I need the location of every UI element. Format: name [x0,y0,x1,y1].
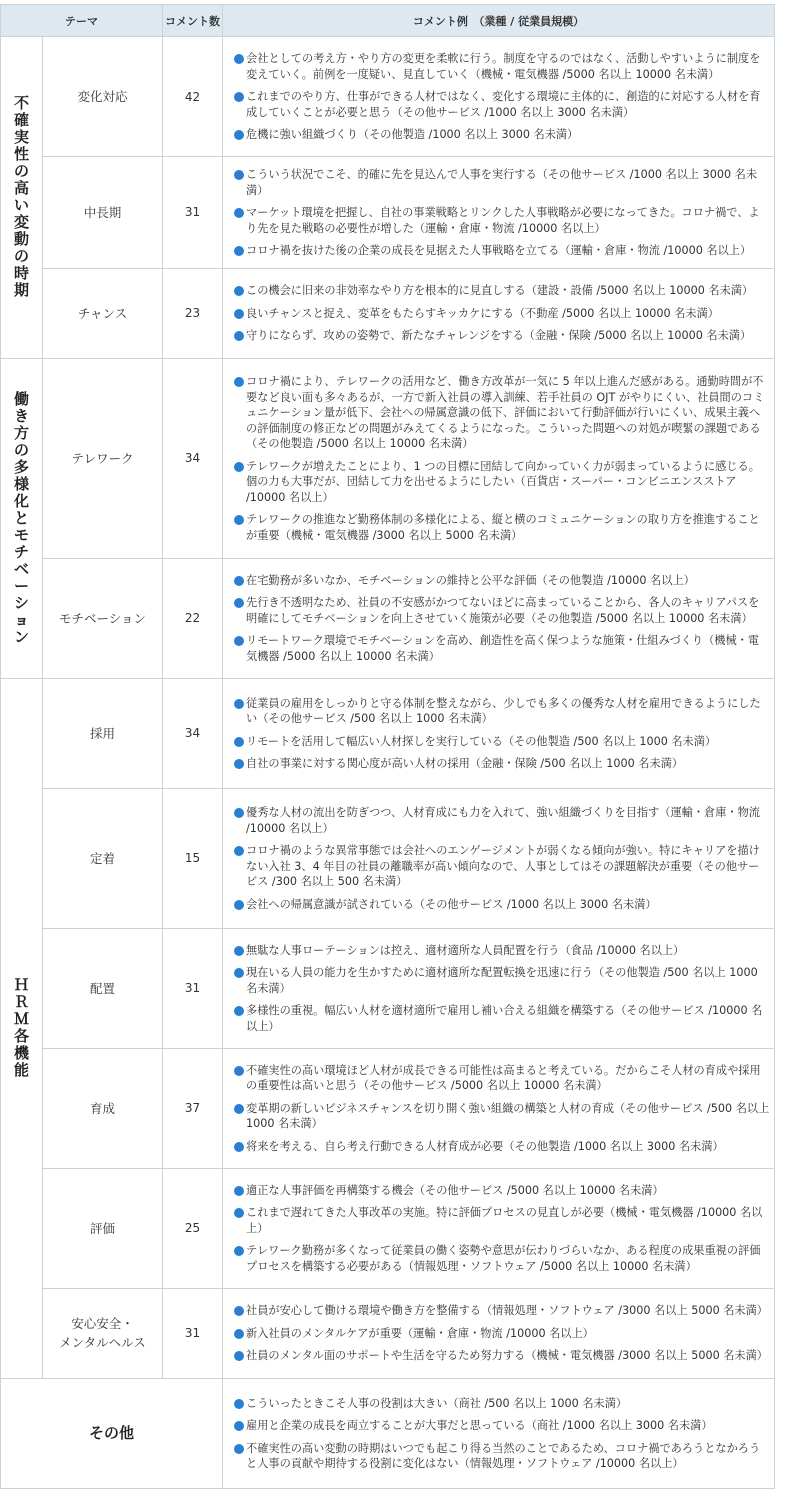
bullet-icon [234,1066,244,1076]
comment-list [234,167,770,259]
table-row [1,1378,775,1488]
comment-examples [223,558,775,678]
list-item [234,1326,770,1342]
comment-text: 自社の事業に対する関心度が高い人材の採用（金融・保険 /500 名以上 1000 名未満） [246,757,684,770]
comment-list [234,805,770,912]
list-item [234,1003,770,1034]
bullet-icon [234,377,244,387]
comment-list [234,696,770,772]
bullet-icon [234,309,244,319]
comment-text: 優秀な人材の流出を防ぎつつ、人材育成にも力を入れて、強い組織づくりを目指す（運輸・倉庫・物流 /10000 名以上） [246,806,760,835]
list-item [234,243,770,259]
list-item [234,1243,770,1274]
list-item [234,374,770,452]
theme-name: 評価 [43,1168,163,1288]
theme-name: 安心安全・ メンタルヘルス [43,1288,163,1378]
group-label: その他 [1,1378,223,1488]
comment-examples [223,268,775,358]
comment-list [234,1303,770,1364]
comment-table [0,4,775,1489]
theme-name: テレワーク [43,358,163,558]
comment-list [234,283,770,344]
theme-name: 定着 [43,788,163,928]
comment-text: 適正な人事評価を再構築する機会（その他サービス /5000 名以上 10000 名未満） [246,1183,664,1197]
comment-text: 将来を考える、自ら考え行動できる人材育成が必要（その他製造 /1000 名以上 3000 名未満） [246,1139,724,1153]
comment-examples [223,358,775,558]
comment-text: 不確実性の高い環境ほど人材が成長できる可能性は高まると考えている。だからこそ人材の育成や採用の重要性は高いと思う（その他サービス /5000 名以上 10000 名未満） [246,1063,761,1093]
comment-text: 守りにならず、攻めの姿勢で、新たなチャレンジをする（金融・保険 /5000 名以上 10000 名未満） [246,329,752,343]
comment-list [234,374,770,543]
list-item [234,1396,770,1412]
comment-text: 新入社員のメンタルケアが重要（運輸・倉庫・物流 /10000 名以上） [246,1326,594,1340]
comment-text: これまでのやり方、仕事ができる人材ではなく、変化する環境に主体的に、創造的に対応する人材を育成していくことが必要と思う（その他サービス /1000 名以上 3000 名未満） [246,90,761,119]
list-item [234,897,770,913]
group-label-text: 働き方の多様化とモチベーション [13,389,29,646]
list-item [234,843,770,890]
group-label [1,678,43,1378]
comment-list [234,573,770,665]
list-item [234,1205,770,1236]
group-label [1,37,43,359]
bullet-icon [234,1142,244,1152]
table-row [1,157,775,269]
comment-text: この機会に旧来の非効率なやり方を根本的に見直しする（建設・設備 /5000 名以上 10000 名未満） [246,284,754,298]
list-item [234,1101,770,1132]
bullet-icon [234,1399,244,1409]
comment-list [234,943,770,1035]
comment-list [234,51,770,143]
comment-text: テレワーク勤務が多くなって従業員の働く姿勢や意思が伝わりづらいなか、ある程度の成果重視の評価プロセスを構築する必要がある（情報処理・ソフトウェア /5000 名以上 10000 名未満） [246,1244,761,1273]
comment-count: 15 [163,788,223,928]
list-item [234,167,770,198]
bullet-icon [234,1444,244,1454]
comment-text: コロナ禍により、テレワークの活用など、働き方改革が一気に 5 年以上進んだ感がある。通勤時間が不要など良い面も多々あるが、一方で新入社員の導入訓練、若手社員の OJT がやりにくい、社員間のコミュニケーション量が低下、会社への帰属意識の低下、評価において行動評価が行いにくい、成果主義への評価制度の修正などの問題がみえてくるようになった。こういった問題への対処が喫緊の課題である（その他製造 /5000 名以上 10000 名未満） [246,375,765,450]
comment-text: こういったときこそ人事の役割は大きい（商社 /500 名以上 1000 名未満） [246,1396,628,1410]
comment-examples [223,1168,775,1288]
bullet-icon [234,130,244,140]
bullet-icon [234,636,244,646]
table-row [1,558,775,678]
list-item [234,1303,770,1319]
table-row [1,358,775,558]
bullet-icon [234,699,244,709]
comment-text: 従業員の雇用をしっかりと守る体制を整えながら、少しでも多くの優秀な人材を雇用できるようにしたい（その他サービス /500 名以上 1000 名未満） [246,696,761,725]
header-count: コメント数 [163,5,223,37]
list-item [234,51,770,82]
comment-examples [223,37,775,157]
comment-count: 34 [163,678,223,788]
comment-count: 42 [163,37,223,157]
bullet-icon [234,946,244,956]
bullet-icon [234,1421,244,1431]
bullet-icon [234,808,244,818]
comment-list [234,1183,770,1275]
comment-examples [223,788,775,928]
bullet-icon [234,846,244,856]
table-row [1,1048,775,1168]
bullet-icon [234,1306,244,1316]
bullet-icon [234,208,244,218]
list-item [234,965,770,996]
list-item [234,459,770,506]
comment-text: コロナ禍のような異常事態では会社へのエンゲージメントが弱くなる傾向が強い。特にキャリアを描けない入社 3、4 年目の社員の離職率が高い傾向なので、人事としてはその課題解決が重要（その他サービス /300 名以上 500 名未満） [246,844,760,888]
theme-name: 変化対応 [43,37,163,157]
comment-list [234,1063,770,1155]
theme-name: チャンス [43,268,163,358]
bullet-icon [234,1104,244,1114]
bullet-icon [234,1246,244,1256]
list-item [234,1183,770,1199]
bullet-icon [234,1351,244,1361]
comment-text: 危機に強い組織づくり（その他製造 /1000 名以上 3000 名未満） [246,128,579,142]
list-item [234,1348,770,1364]
theme-name: 採用 [43,678,163,788]
list-item [234,633,770,664]
group-label [1,358,43,678]
comment-text: テレワークの推進など勤務体制の多様化による、縦と横のコミュニケーションの取り方を推進することが重要（機械・電気機器 /3000 名以上 5000 名未満） [246,513,760,542]
bullet-icon [234,759,244,769]
comment-text: 無駄な人事ローテーションは控え、適材適所な人員配置を行う（食品 /10000 名以上） [246,943,685,957]
comment-count: 25 [163,1168,223,1288]
list-item [234,1418,770,1434]
theme-name: モチベーション [43,558,163,678]
comment-text: 会社への帰属意識が試されている（その他サービス /1000 名以上 3000 名未満） [246,897,657,911]
list-item [234,127,770,143]
comment-count: 31 [163,928,223,1048]
comment-count: 22 [163,558,223,678]
bullet-icon [234,737,244,747]
bullet-icon [234,170,244,180]
list-item [234,1063,770,1094]
comment-text: リモートを活用して幅広い人材探しを実行している（その他製造 /500 名以上 1000 名未満） [246,734,717,748]
comment-examples [223,157,775,269]
table-header-row [1,5,775,37]
table-row [1,1288,775,1378]
comment-text: テレワークが増えたことにより、1 つの目標に団結して向かっていく力が弱まっているように感じる。個の力も大事だが、団結して力を出せるようにしたい（百貨店・スーパー・コンビニエンスストア /10000 名以上） [246,459,760,504]
comment-text: 社員のメンタル面のサポートや生活を守るため努力する（機械・電気機器 /3000 名以上 5000 名未満） [246,1349,768,1363]
comment-text: 良いチャンスと捉え、変革をもたらすキッカケにする（不動産 /5000 名以上 10000 名未満） [246,306,719,320]
table-row [1,37,775,157]
list-item [234,1139,770,1155]
comment-text: 会社としての考え方・やり方の変更を柔軟に行う。制度を守るのではなく、活動しやすいように制度を変えていく。前例を一度疑い、見直していく（機械・電気機器 /5000 名以上 10000 名未満） [246,52,761,81]
comment-text: 多様性の重視。幅広い人材を適材適所で雇用し補い合える組織を構築する（その他サービス /10000 名以上） [246,1004,763,1033]
comment-count: 34 [163,358,223,558]
bullet-icon [234,92,244,102]
bullet-icon [234,900,244,910]
bullet-icon [234,54,244,64]
bullet-icon [234,331,244,341]
comment-list [234,1396,770,1472]
list-item [234,805,770,836]
comment-text: こういう状況でこそ、的確に先を見込んで人事を実行する（その他サービス /1000 名以上 3000 名未満） [246,168,758,197]
list-item [234,306,770,322]
comment-text: 現在いる人員の能力を生かすために適材適所な配置転換を迅速に行う（その他製造 /500 名以上 1000 名未満） [246,966,758,995]
comment-text: リモートワーク環境でモチベーションを高め、創造性を高く保つような施策・仕組みづくり（機械・電気機器 /5000 名以上 10000 名未満） [246,634,760,663]
list-item [234,595,770,626]
bullet-icon [234,598,244,608]
bullet-icon [234,246,244,256]
bullet-icon [234,1006,244,1016]
bullet-icon [234,968,244,978]
list-item [234,512,770,543]
table-row [1,678,775,788]
comment-examples [223,678,775,788]
comment-text: 不確実性の高い変動の時期はいつでも起こり得る当然のことであるため、コロナ禍であろうとなかろうと人事の貢献や期待する役割に変化はない（情報処理・ソフトウェア /10000 名以上） [246,1441,761,1470]
comment-text: マーケット環境を把握し、自社の事業戦略とリンクした人事戦略が必要になってきた。コロナ禍で、より先を見た戦略の必要性が増した（運輸・倉庫・物流 /10000 名以上） [246,206,760,235]
table-row [1,268,775,358]
comment-text: 社員が安心して働ける環境や働き方を整備する（情報処理・ソフトウェア /3000 名以上 5000 名未満） [246,1304,768,1318]
comment-examples [223,1288,775,1378]
bullet-icon [234,1208,244,1218]
list-item [234,283,770,299]
bullet-icon [234,1186,244,1196]
table-row [1,928,775,1048]
list-item [234,943,770,959]
bullet-icon [234,286,244,296]
comment-examples [223,1048,775,1168]
bullet-icon [234,462,244,472]
list-item [234,328,770,344]
list-item [234,205,770,236]
table-row [1,1168,775,1288]
bullet-icon [234,1329,244,1339]
comment-examples [223,1378,775,1488]
comment-examples [223,928,775,1048]
comment-text: 先行き不透明なため、社員の不安感がかつてないほどに高まっていることから、各人のキャリアパスを明確にしてモチベーションを向上させていく施策が必要（その他製造 /5000 名以上 10000 名未満） [246,596,760,625]
comment-count: 31 [163,157,223,269]
list-item [234,1441,770,1472]
comment-text: 変革期の新しいビジネスチャンスを切り開く強い組織の構築と人材の育成（その他サービス /500 名以上 1000 名未満） [246,1101,770,1131]
comment-text: コロナ禍を抜けた後の企業の成長を見据えた人事戦略を立てる（運輸・倉庫・物流 /10000 名以上） [246,244,752,257]
list-item [234,756,770,772]
comment-text: 在宅勤務が多いなか、モチベーションの維持と公平な評価（その他製造 /10000 名以上） [246,573,695,587]
list-item [234,573,770,589]
list-item [234,734,770,750]
comment-count: 23 [163,268,223,358]
header-theme: テーマ [1,5,163,37]
comment-count: 37 [163,1048,223,1168]
list-item [234,696,770,727]
table-row [1,788,775,928]
group-label-text: ＨＲＭ各機能 [13,976,29,1079]
list-item [234,89,770,120]
comment-text: これまで遅れてきた人事改革の実施。特に評価プロセスの見直しが必要（機械・電気機器 /10000 名以上） [246,1206,763,1235]
header-examples: コメント例 （業種 / 従業員規模） [223,5,775,37]
group-label-text: 不確実性の高い変動の時期 [13,94,29,300]
comment-count: 31 [163,1288,223,1378]
theme-name: 配置 [43,928,163,1048]
theme-name: 中長期 [43,157,163,269]
comment-text: 雇用と企業の成長を両立することが大事だと思っている（商社 /1000 名以上 3000 名未満） [246,1419,713,1432]
bullet-icon [234,515,244,525]
theme-name: 育成 [43,1048,163,1168]
bullet-icon [234,576,244,586]
